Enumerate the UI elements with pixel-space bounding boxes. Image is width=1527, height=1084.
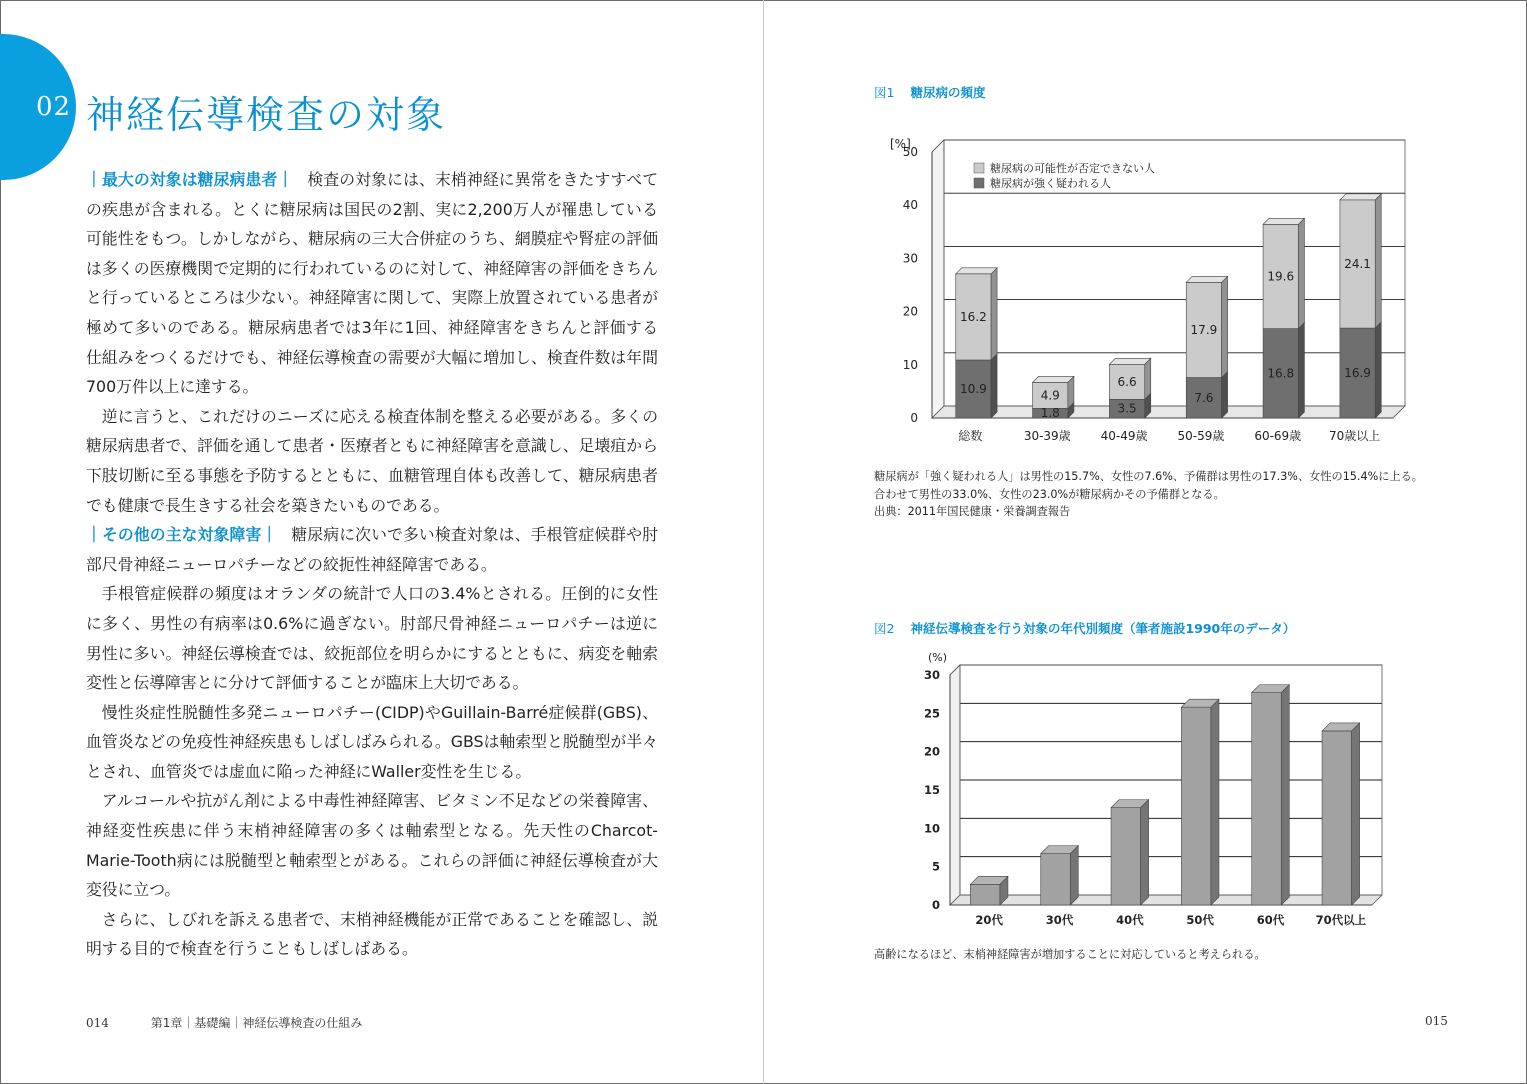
- chart2-x-tick-label: 20代: [975, 913, 1003, 927]
- chart2-gridline: [950, 703, 1382, 713]
- chart2-bar: [1181, 707, 1211, 905]
- chart1-data-label: 16.8: [1267, 366, 1295, 381]
- chart2-bar: [1252, 693, 1282, 905]
- chart2-bars: [970, 685, 1359, 905]
- chart1-data-label: 16.2: [960, 309, 987, 324]
- chart2-bar-side: [1281, 685, 1289, 905]
- chart2-y-tick-label: 30: [923, 668, 940, 682]
- chart1-y-tick-label: 50: [902, 145, 918, 159]
- chart1-bar-segment-top: [1263, 218, 1304, 224]
- chart2-y-tick-label: 20: [923, 744, 940, 759]
- chart2-gridlines: [950, 665, 1382, 867]
- chart1-y-tick-label: 30: [902, 251, 918, 266]
- chart2-y-tick-label: 5: [931, 859, 940, 874]
- paragraph-1: [86, 165, 658, 402]
- chart1-x-tick-label: 50-59歳: [1177, 429, 1225, 443]
- chart1-x-tick-label: 30-39歳: [1023, 429, 1071, 443]
- section-label-other: ｜その他の主な対象障害｜: [86, 525, 278, 545]
- paragraph-7: さらに、しびれを訴える患者で、末梢神経機能が正常であることを確認し、説明する目的で検査を行うこともしばしばある。: [86, 909, 658, 959]
- chart1-y-tick-label: 20: [902, 304, 918, 319]
- chart2-bar-side: [1141, 800, 1149, 905]
- page-title: 神経伝導検査の対象: [86, 93, 447, 137]
- figure1-title: [874, 83, 985, 101]
- paragraph-5: 慢性炎症性脱髄性多発ニューロパチー(CIDP)やGuillain-Barré症候群(GBS)、血管炎などの免疫性神経疾患もしばしばみられる。GBSは軸索型と脱髄型が半々とされ、血管炎では虚血に陥った神経にWaller変性を生じる。: [86, 702, 658, 781]
- chart2-bar: [970, 884, 1000, 905]
- chart1-legend-swatch: [974, 163, 984, 173]
- figure1-caption: [874, 468, 1423, 521]
- chart1-x-tick-label: 70歳以上: [1328, 429, 1381, 443]
- chart2-y-tick-label: 15: [923, 783, 940, 797]
- page-number-right: 015: [1425, 1014, 1448, 1028]
- chart1-legend: [974, 161, 1155, 190]
- chart1-bar-segment-side: [1222, 276, 1228, 377]
- chart1-gridline: [932, 353, 1405, 365]
- chart1-bar-segment-side: [1298, 323, 1304, 418]
- figure1-title-text: 糖尿病の頻度: [910, 85, 986, 100]
- footer-right: [1425, 1014, 1486, 1028]
- figure1-caption-line: 合わせて男性の33.0%、女性の23.0%が糖尿病かその予備群となる。: [874, 487, 1225, 501]
- chart1-data-label: 17.9: [1190, 322, 1218, 337]
- chapter-number: 02: [36, 92, 72, 122]
- chart2-bar-side: [1211, 699, 1219, 905]
- chart1-bar-segment-side: [991, 268, 997, 360]
- diabetes-frequency-chart: [880, 130, 1420, 455]
- figure2-title-text: 神経伝導検査を行う対象の年代別頻度（筆者施設1990年のデータ）: [910, 621, 1296, 636]
- chart1-y-tick-label: 10: [902, 357, 918, 372]
- chart2-y-tick-label: 25: [923, 706, 940, 721]
- chart1-x-tick-label: 40-49歳: [1100, 429, 1148, 443]
- chart2-gridline: [950, 780, 1382, 790]
- footer-left: [86, 1014, 362, 1031]
- chart1-legend-label: 糖尿病が強く疑われる人: [990, 177, 1111, 190]
- chart1-gridline: [932, 193, 1405, 205]
- figure1-caption-line: 出典：2011年国民健康・栄養調査報告: [874, 505, 1071, 518]
- chart1-data-label: 7.6: [1194, 390, 1214, 405]
- chart1-legend-swatch: [974, 178, 984, 188]
- chart2-gridline: [950, 665, 1382, 675]
- chart1-bar-segment-top: [956, 268, 997, 274]
- chart2-gridline: [950, 857, 1382, 867]
- figure2-number: 図2: [874, 621, 895, 636]
- figure1-caption-line: 糖尿病が「強く疑われる人」は男性の15.7%、女性の7.6%、予備群は男性の17.3%、女性の15.4%に上る。: [874, 470, 1423, 483]
- chart2-bar: [1041, 854, 1071, 905]
- chart1-y-tick-label: 40: [902, 198, 918, 213]
- page-number-left: 014: [86, 1016, 109, 1030]
- chart1-gridline: [932, 246, 1405, 258]
- chart1-data-label: 6.6: [1117, 374, 1137, 389]
- chart2-x-tick-label: 40代: [1116, 913, 1144, 927]
- chart1-data-label: 1.8: [1040, 406, 1060, 421]
- chart1-bars: [956, 194, 1382, 421]
- chart2-x-tick-label: 50代: [1186, 913, 1214, 927]
- chart2-bar: [1111, 808, 1141, 905]
- figure2-caption-line: 高齢になるほど、末梢神経障害が増加することに対応していると考えられる。: [874, 948, 1266, 961]
- paragraph-4: 手根管症候群の頻度はオランダの統計で人口の3.4%とされる。圧倒的に女性に多く、男性の有病率は0.6%に過ぎない。肘部尺骨神経ニューロパチーは逆に男性に多い。神経伝導検査では、絞扼部位を明らかにするとともに、病変を軸索変性と伝導障害とに分けて評価することが臨床上大切である。: [86, 584, 658, 693]
- chart2-y-axis-label: (%): [928, 651, 948, 664]
- page-gutter: [763, 0, 764, 1084]
- chart1-gridline: [932, 300, 1405, 312]
- chart1-bar-segment-top: [1340, 194, 1381, 200]
- chart1-gridline: [932, 140, 1405, 152]
- chart2-y-tick-label: 0: [931, 898, 940, 912]
- chart1-data-label: 4.9: [1040, 388, 1060, 403]
- exam-age-frequency-chart: [900, 645, 1400, 935]
- chart1-bar-segment-top: [1186, 276, 1227, 282]
- paragraph-3: [86, 520, 658, 579]
- chart2-bar-side: [1352, 723, 1360, 905]
- chart1-x-tick-label: 60-69歳: [1254, 429, 1302, 443]
- chart1-bar-segment-side: [1375, 322, 1381, 418]
- chart2-bar: [1322, 731, 1352, 905]
- chart1-data-label: 10.9: [960, 382, 987, 397]
- chart1-y-tick-label: 0: [910, 411, 918, 425]
- paragraph-text: 糖尿病に次いで多い検査対象は、手根管症候群や肘部尺骨神経ニューロパチーなどの絞扼性神経障害である。: [86, 525, 658, 574]
- chart1-bar-segment-side: [1298, 218, 1304, 328]
- chart2-axes: [950, 665, 1382, 905]
- chart1-bar-segment-side: [1145, 358, 1151, 399]
- chart2-x-tick-label: 30代: [1045, 913, 1074, 927]
- paragraph-text: 検査の対象には、末梢神経に異常をきたすすべての疾患が含まれる。とくに糖尿病は国民の2割、実に2,200万人が罹患している可能性をもつ。しかしながら、糖尿病の三大合併症のうち、網膜症や腎症の評価は多くの医療機関で定期的に行われているのに対して、神経障害の評価をきちんと行っているところは少ない。神経障害に関して、実際上放置されている患者が極めて多いのである。糖尿病患者では3年に1回、神経障害をきちんと評価する仕組みをつくるだけでも、神経伝導検査の需要が大幅に増加し、検査件数は年間700万件以上に達する。: [86, 170, 658, 397]
- paragraph-2: 逆に言うと、これだけのニーズに応える検査体制を整える必要がある。多くの糖尿病患者で、評価を通して患者・医療者ともに神経障害を意識し、足壊疽から下肢切断に至る事態を予防するとともに、血糖管理自体も改善して、糖尿病患者でも健康で長生きする社会を築きたいものである。: [86, 406, 658, 515]
- running-head: 第1章｜基礎編｜神経伝導検査の仕組み: [150, 1016, 363, 1030]
- chart1-bar-segment-top: [1033, 376, 1074, 382]
- figure1-number: 図1: [874, 85, 895, 100]
- figure2-caption: [874, 946, 1266, 964]
- chart2-x-tick-label: 60代: [1256, 913, 1285, 927]
- chart1-legend-label: 糖尿病の可能性が否定できない人: [990, 162, 1155, 175]
- chart1-bar-segment-side: [991, 354, 997, 418]
- chart2-y-tick-label: 10: [923, 821, 940, 836]
- chart2-gridline: [950, 742, 1382, 752]
- chart2-gridline: [950, 818, 1382, 828]
- paragraph-6: アルコールや抗がん剤による中毒性神経障害、ビタミン不足などの栄養障害、神経変性疾患に伴う末梢神経障害の多くは軸索型となる。先天性のCharcot-Marie-Tooth病には脱髄型と軸索型とがある。これらの評価に神経伝導検査が大変役に立つ。: [86, 791, 658, 900]
- chart1-data-label: 24.1: [1344, 256, 1371, 271]
- chart1-left-wall: [932, 140, 944, 418]
- body-text: [86, 165, 658, 964]
- chart1-floor: [932, 406, 1405, 421]
- chart1-bar-segment-top: [1109, 358, 1150, 364]
- chart2-left-wall: [950, 665, 960, 905]
- chart1-data-label: 19.6: [1267, 269, 1295, 284]
- section-label-diabetes: ｜最大の対象は糖尿病患者｜: [86, 170, 294, 189]
- chart2-x-tick-label: 70代以上: [1315, 913, 1367, 927]
- chart2-floor: [950, 895, 1382, 905]
- chart1-data-label: 3.5: [1117, 401, 1137, 416]
- chart1-bar-segment-side: [1222, 372, 1228, 418]
- chart2-bar-side: [1070, 846, 1078, 905]
- chart1-x-tick-label: 総数: [958, 429, 983, 443]
- chart1-y-axis-label: [%]: [890, 137, 911, 151]
- chart1-bar-segment-side: [1375, 194, 1381, 328]
- figure2-title: [874, 619, 1295, 637]
- chart1-data-label: 16.9: [1344, 366, 1371, 381]
